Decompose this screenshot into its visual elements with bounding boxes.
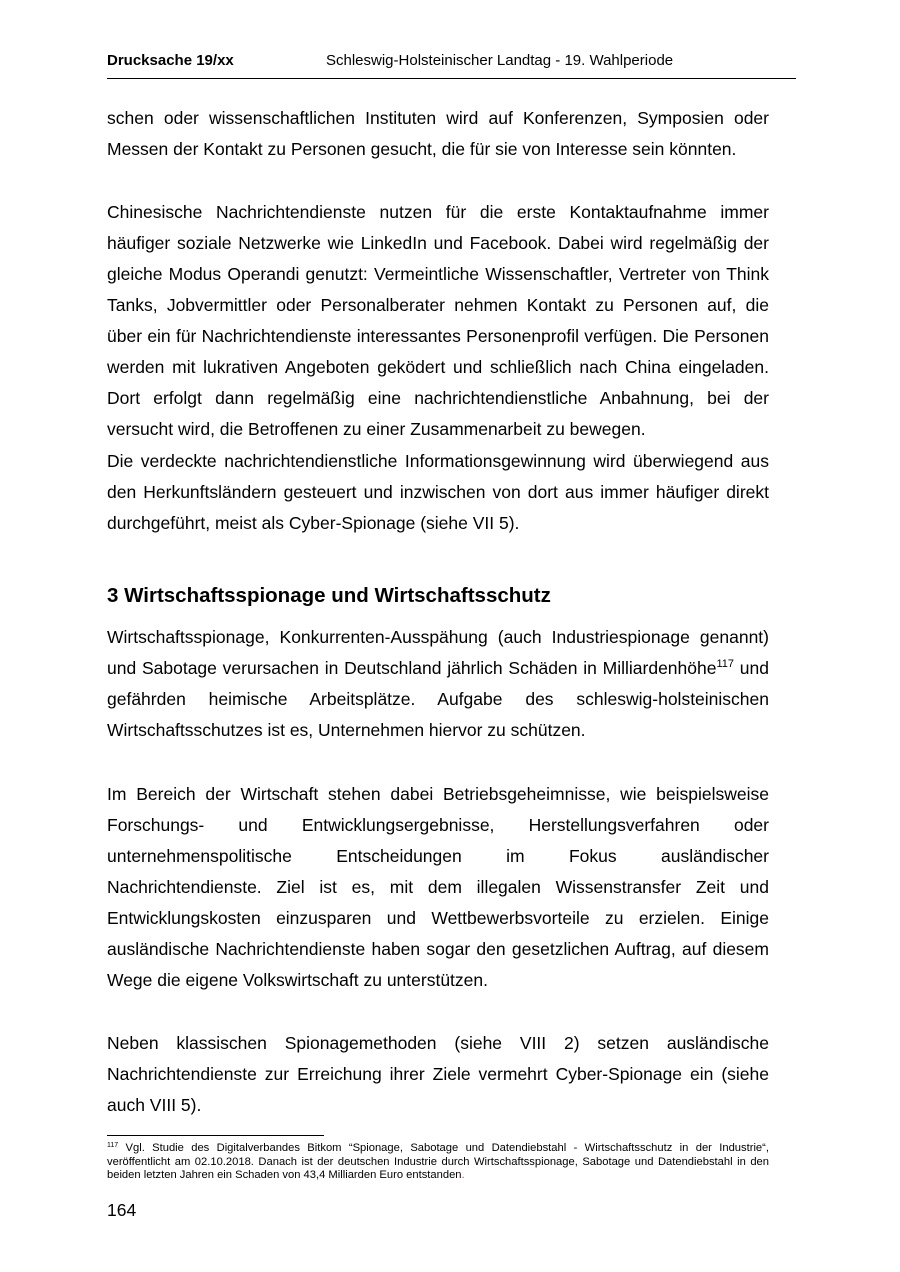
paragraph-cyber-espionage: Neben klassischen Spionagemethoden (siehe VIII 2) setzen ausländische Nachrichtendienste zur Erreichung ihrer Ziele vermehrt Cyber-Spionage ein (siehe auch VIII 5). bbox=[107, 1033, 769, 1115]
section-heading: 3 Wirtschaftsspionage und Wirtschaftsschutz bbox=[107, 584, 551, 607]
paragraph-continuation: schen oder wissenschaftlichen Instituten wird auf Konferenzen, Symposien oder Messen der Kontakt zu Personen gesucht, die für sie von Interesse sein könnten. bbox=[107, 108, 769, 159]
parliament-title: Schleswig-Holsteinischer Landtag - 19. Wahlperiode bbox=[326, 52, 674, 69]
paragraph-chinese-services: Chinesische Nachrichtendienste nutzen für die erste Kontaktaufnahme immer häufiger soziale Netzwerke wie LinkedIn und Facebook. Dabei wird regelmäßig der gleiche Modus Operandi genutzt: Vermeintliche Wissenschaftler, Vertreter von Think Tanks, Jobvermittler oder Personalberater nehmen Kontakt zu Personen auf, die über ein für Nachrichtendienste interessantes Personenprofil verfügen. Die Personen werden mit lukrativen Angeboten geködert und schließlich nach China eingeladen. Dort erfolgt dann regelmäßig eine nachrichtendienstliche Anbahnung, bei der versucht wird, die Betroffenen zu einer Zusammenarbeit zu bewegen. bbox=[107, 202, 769, 439]
footnote-text: Vgl. Studie des Digitalverbandes Bitkom “Spionage, Sabotage und Datendiebstahl - Wirtschaftsschutz in der Industrie“, veröffentlicht am 02.10.2018. Danach ist der deutschen Industrie durch Wirtschaftsspionage, Sabotage und Datendiebstahl in den beiden letzten Jahren ein Schaden von 43,4 Milliarden Euro entstanden bbox=[107, 1142, 769, 1181]
document-number: Drucksache 19/xx bbox=[107, 52, 234, 69]
paragraph-covert-collection: Die verdeckte nachrichtendienstliche Informationsgewinnung wird überwiegend aus den Herkunftsländern gesteuert und inzwischen von dort aus immer häufiger direkt durchgeführt, meist als Cyber-Spionage (siehe VII 5). bbox=[107, 451, 769, 533]
paragraph-text-end: und gefährden heimische Arbeitsplätze. Aufgabe des schleswig-holsteinischen Wirtschaftsschutzes ist es, Unternehmen hiervor zu schützen. bbox=[107, 658, 770, 740]
footnote bbox=[107, 1142, 769, 1183]
paragraph-business-secrets: Im Bereich der Wirtschaft stehen dabei Betriebsgeheimnisse, wie beispielsweise Forschungs- und Entwicklungsergebnisse, Herstellungsverfahren oder unternehmenspolitische Entscheidungen im Fokus ausländischer Nachrichtendienste. Ziel ist es, mit dem illegalen Wissenstransfer Zeit und Entwicklungskosten einzusparen und Wettbewerbsvorteile zu erzielen. Einige ausländische Nachrichtendienste haben sogar den gesetzlichen Auftrag, auf diesem Wege die eigene Volkswirtschaft zu unterstützen. bbox=[107, 784, 769, 990]
page-number: 164 bbox=[107, 1200, 137, 1220]
paragraph-economic-espionage bbox=[107, 622, 769, 746]
footnote-number: 117 bbox=[107, 1142, 119, 1149]
paragraph-text-start: Wirtschaftsspionage, Konkurrenten-Ausspähung (auch Industriespionage genannt) und Sabotage verursachen in Deutschland jährlich Schäden in Milliardenhöhe bbox=[107, 627, 769, 678]
page-header bbox=[107, 52, 796, 79]
footnote-end-mark: . bbox=[461, 1169, 465, 1181]
footnote-reference[interactable]: 117 bbox=[716, 658, 735, 670]
footnote-divider bbox=[107, 1135, 324, 1136]
